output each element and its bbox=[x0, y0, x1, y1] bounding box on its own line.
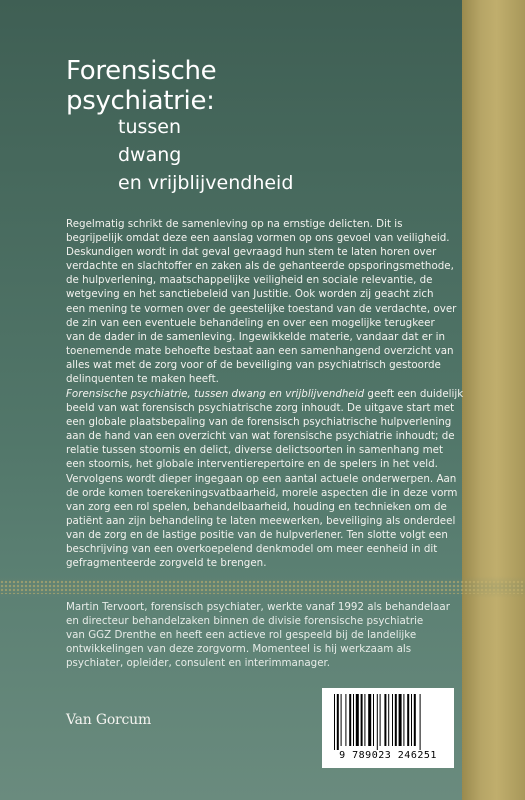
blurb-line: begrijpelijk omdat deze een aanslag vormen op ons gevoel van veiligheid. bbox=[66, 232, 450, 245]
blurb-line: wetgeving en het sanctiebeleid van Justitie. Ook worden zij geacht zich bbox=[66, 288, 434, 301]
barcode-bar bbox=[349, 694, 351, 746]
book-title-line-1: Forensische bbox=[66, 56, 217, 86]
barcode-bar bbox=[395, 694, 397, 746]
author-bio-line: Martin Tervoort, forensisch psychiater, werkte vanaf 1992 als behandelaar bbox=[66, 601, 450, 613]
publisher-logo: Van Gorcum bbox=[66, 712, 152, 728]
blurb-line: een stoornis, het globale interventierepertoire en de spelers in het veld. bbox=[66, 458, 438, 471]
author-bio-line: en directeur behandelzaken binnen de divisie forensische psychiatrie bbox=[66, 615, 424, 628]
barcode-bar bbox=[368, 694, 371, 746]
book-title bbox=[66, 56, 216, 116]
blurb-line: Vervolgens wordt dieper ingegaan op een aantal actuele onderwerpen. Aan bbox=[66, 472, 457, 485]
blurb-line: aan de hand van een overzicht van wat forensische psychiatrie inhoudt; de bbox=[66, 430, 455, 443]
blurb-line: gefragmenteerde zorgveld te brengen. bbox=[66, 557, 267, 570]
book-title-line-2: psychiatrie: bbox=[66, 86, 215, 116]
blurb-line: van de dader in de samenleving. Ingewikkelde materie, vandaar dat er in bbox=[66, 330, 445, 343]
barcode-bar bbox=[341, 694, 342, 746]
author-bio-line: van GGZ Drenthe en heeft een actieve rol gespeeld bij de landelijke bbox=[66, 629, 417, 642]
barcode-bar bbox=[392, 694, 393, 746]
blurb-line: de orde komen toerekeningsvatbaarheid, morele aspecten die in deze vorm bbox=[66, 486, 458, 499]
barcode-bar bbox=[356, 694, 359, 746]
barcode-bars bbox=[330, 694, 446, 750]
barcode-bar bbox=[420, 694, 421, 750]
isbn-number: 9 789023 246251 bbox=[339, 750, 437, 761]
blurb-line: verdachte en slachtoffer en zaken als de gehanteerde opsporingsmethode, bbox=[66, 260, 454, 273]
barcode-bar bbox=[377, 694, 378, 750]
blurb-line: beeld van wat forensisch psychiatrische zorg inhoudt. De uitgave start met bbox=[66, 402, 455, 415]
gold-side-strip bbox=[462, 0, 525, 800]
blurb-paragraph-2 bbox=[66, 387, 464, 570]
barcode-bar bbox=[407, 694, 409, 746]
blurb-line: beschrijving van een overkoepelend denkmodel om meer eenheid in dit bbox=[66, 543, 438, 556]
barcode-bar bbox=[414, 694, 416, 746]
barcode-bar bbox=[399, 694, 402, 746]
barcode-bar bbox=[384, 694, 386, 746]
blurb-line: van de zorg en de lastige positie van de hulpverlener. Ten slotte volgt een bbox=[66, 528, 448, 541]
blurb-line-rest: geeft een duidelijk bbox=[364, 388, 464, 400]
barcode-bar bbox=[388, 694, 389, 746]
blurb-line: een globale plaatsbepaling van de forensisch psychiatrische hulpverlening bbox=[66, 416, 452, 429]
dotted-divider bbox=[0, 580, 525, 594]
blurb-line: Deskundigen wordt in dat geval gevraagd hun stem te laten horen over bbox=[66, 246, 437, 259]
book-subtitle-line-1: tussen bbox=[118, 116, 182, 138]
blurb-line: Regelmatig schrikt de samenleving op na ernstige delicten. Dit is bbox=[66, 218, 403, 230]
barcode-bar bbox=[373, 694, 374, 746]
barcode-bar bbox=[337, 694, 339, 750]
barcode-bar bbox=[345, 694, 346, 746]
blurb-line: de hulpverlening, maatschappelijke veiligheid en sociale relevantie, de bbox=[66, 274, 433, 287]
book-subtitle-line-3: en vrijblijvendheid bbox=[118, 172, 294, 194]
blurb-line: de zin van een eventuele behandeling en over een mogelijke terugkeer bbox=[66, 316, 435, 329]
barcode-bar bbox=[411, 694, 412, 746]
author-bio-line: psychiater, opleider, consulent en interimmanager. bbox=[66, 657, 331, 670]
blurb-line: delinquenten te maken heeft. bbox=[66, 373, 219, 386]
barcode-bar bbox=[334, 694, 335, 750]
book-title-italic: Forensische psychiatrie, tussen dwang en vrijblijvendheid bbox=[66, 388, 365, 400]
book-subtitle-line-2: dwang bbox=[118, 144, 182, 166]
barcode-bar bbox=[364, 694, 365, 746]
author-bio bbox=[66, 600, 454, 670]
blurb-line bbox=[66, 387, 464, 401]
isbn-barcode bbox=[322, 688, 454, 768]
blurb-line: een mening te vormen over de geestelijke toestand van de verdachte, over bbox=[66, 302, 457, 315]
barcode-bar bbox=[403, 694, 404, 746]
blurb-line: patiënt aan zijn behandeling te laten meewerken, beveiliging als onderdeel bbox=[66, 514, 456, 527]
barcode-bar bbox=[353, 694, 354, 746]
barcode-bar bbox=[380, 694, 381, 746]
author-bio-line: ontwikkelingen van deze zorgvorm. Momenteel is hij werkzaam als bbox=[66, 643, 412, 656]
blurb-paragraph-1 bbox=[66, 217, 457, 386]
blurb-line: toenemende mate behoefte bestaat aan een samenhangend overzicht van bbox=[66, 344, 454, 357]
blurb-line: alles wat met de zorg voor of de beveiliging van psychiatrisch gestoorde bbox=[66, 358, 441, 371]
blurb-line: van zorg een rol spelen, behandelbaarheid, houding en technieken om de bbox=[66, 500, 447, 513]
blurb-line: relatie tussen stoornis en delict, diverse delictsoorten in samenhang met bbox=[66, 444, 443, 457]
barcode-bar bbox=[361, 694, 363, 746]
